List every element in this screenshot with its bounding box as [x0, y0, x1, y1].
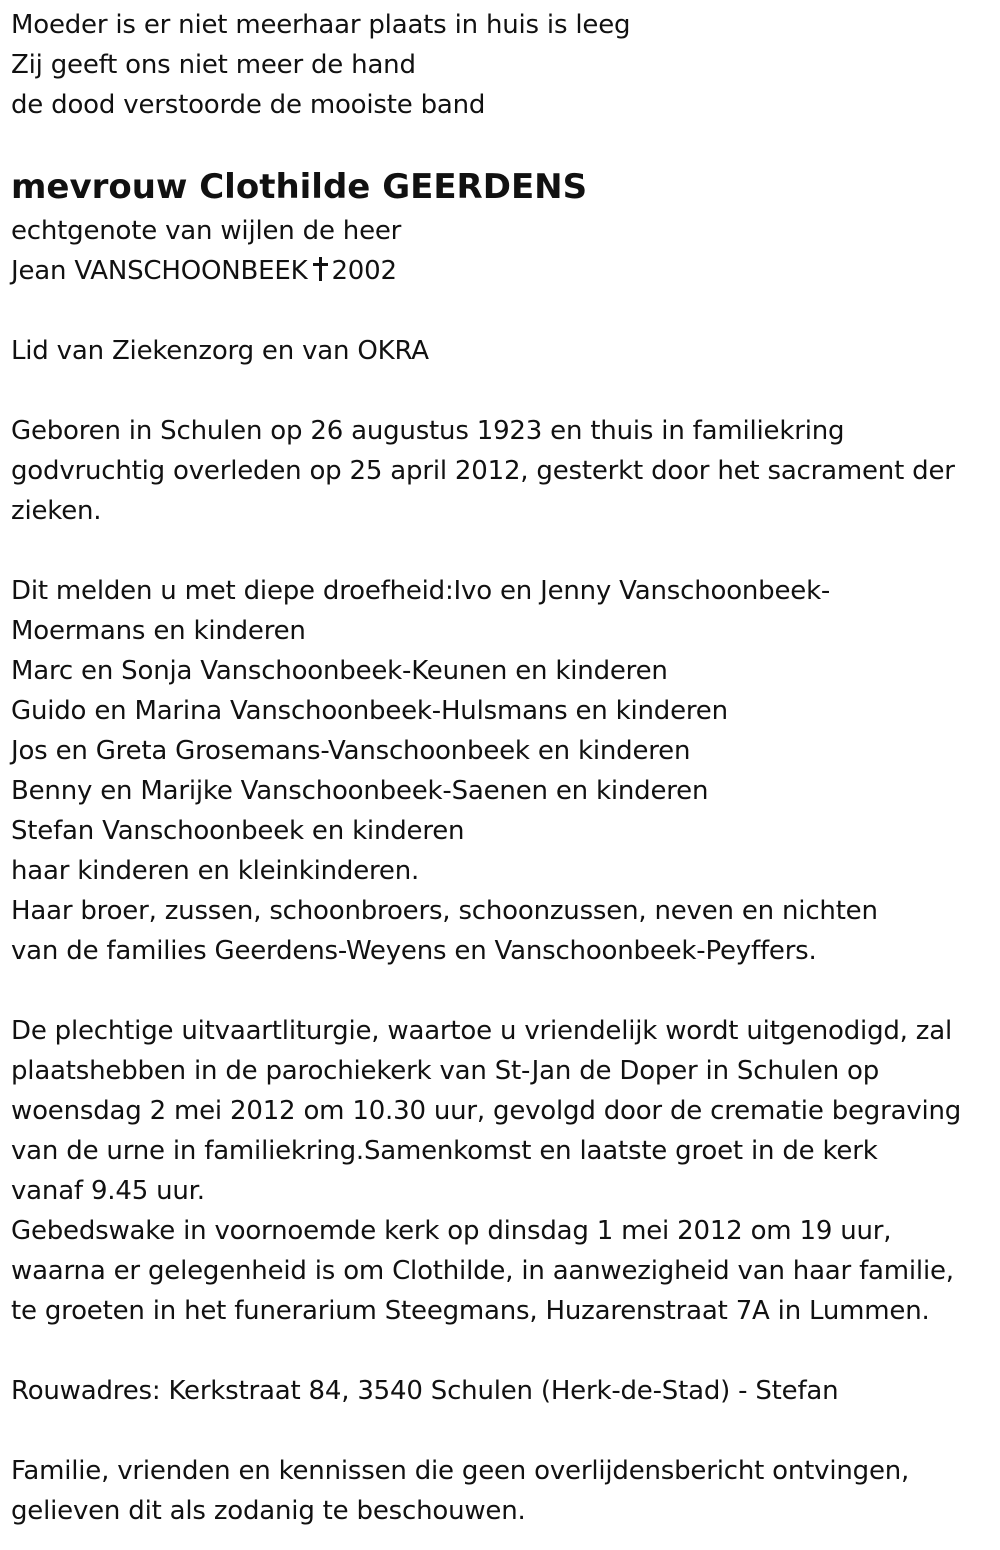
- closing-paragraph: [11, 1451, 996, 1531]
- family-line: Stefan Vanschoonbeek en kinderen: [11, 816, 465, 846]
- family-line: Marc en Sonja Vanschoonbeek-Keunen en kinderen: [11, 656, 668, 686]
- family-line: Dit melden u met diepe droefheid:Ivo en Jenny Vanschoonbeek-: [11, 576, 831, 606]
- family-line: Haar broer, zussen, schoonbroers, schoonzussen, neven en nichten: [11, 896, 878, 926]
- spouse-intro: echtgenote van wijlen de heer: [11, 216, 402, 246]
- mourning-address: Rouwadres: Kerkstraat 84, 3540 Schulen (Herk-de-Stad) - Stefan: [11, 1376, 839, 1406]
- cross-icon: [313, 257, 327, 281]
- family-paragraph: [11, 571, 996, 971]
- service-line: Gebedswake in voornoemde kerk op dinsdag 1 mei 2012 om 19 uur,: [11, 1216, 892, 1246]
- service-line: vanaf 9.45 uur.: [11, 1176, 205, 1206]
- service-line: van de urne in familiekring.Samenkomst en laatste groet in de kerk: [11, 1136, 878, 1166]
- spouse-death-year: 2002: [331, 256, 397, 286]
- family-line: Jos en Greta Grosemans-Vanschoonbeek en kinderen: [11, 736, 691, 766]
- family-line: Benny en Marijke Vanschoonbeek-Saenen en kinderen: [11, 776, 709, 806]
- closing-line: gelieven dit als zodanig te beschouwen.: [11, 1496, 526, 1526]
- spouse-line: [11, 251, 996, 291]
- service-line: De plechtige uitvaartliturgie, waartoe u vriendelijk wordt uitgenodigd, zal: [11, 1016, 953, 1046]
- paragraph-line: godvruchtig overleden op 25 april 2012, gesterkt door het sacrament der: [11, 456, 955, 486]
- family-line: van de families Geerdens-Weyens en Vanschoonbeek-Peyffers.: [11, 936, 817, 966]
- poem-line: Zij geeft ons niet meer de hand: [11, 50, 416, 80]
- paragraph-line: Geboren in Schulen op 26 augustus 1923 en thuis in familiekring: [11, 416, 845, 446]
- poem-line: Moeder is er niet meerhaar plaats in huis is leeg: [11, 10, 631, 40]
- spouse-name: Jean VANSCHOONBEEK: [11, 256, 308, 286]
- service-line: te groeten in het funerarium Steegmans, Huzarenstraat 7A in Lummen.: [11, 1296, 930, 1326]
- poem-line: de dood verstoorde de mooiste band: [11, 90, 486, 120]
- closing-line: Familie, vrienden en kennissen die geen overlijdensbericht ontvingen,: [11, 1456, 910, 1486]
- service-line: plaatshebben in de parochiekerk van St-Jan de Doper in Schulen op: [11, 1056, 880, 1086]
- service-paragraph: [11, 1011, 996, 1331]
- family-line: Guido en Marina Vanschoonbeek-Hulsmans en kinderen: [11, 696, 728, 726]
- family-line: haar kinderen en kleinkinderen.: [11, 856, 420, 886]
- service-line: woensdag 2 mei 2012 om 10.30 uur, gevolgd door de crematie begraving: [11, 1096, 962, 1126]
- obituary-notice: [11, 5, 996, 1531]
- paragraph-line: zieken.: [11, 496, 102, 526]
- deceased-name: mevrouw Clothilde GEERDENS: [11, 167, 588, 207]
- poem: [11, 5, 996, 125]
- birth-death-paragraph: [11, 411, 996, 531]
- family-line: Moermans en kinderen: [11, 616, 306, 646]
- service-line: waarna er gelegenheid is om Clothilde, in aanwezigheid van haar familie,: [11, 1256, 954, 1286]
- membership: Lid van Ziekenzorg en van OKRA: [11, 336, 429, 366]
